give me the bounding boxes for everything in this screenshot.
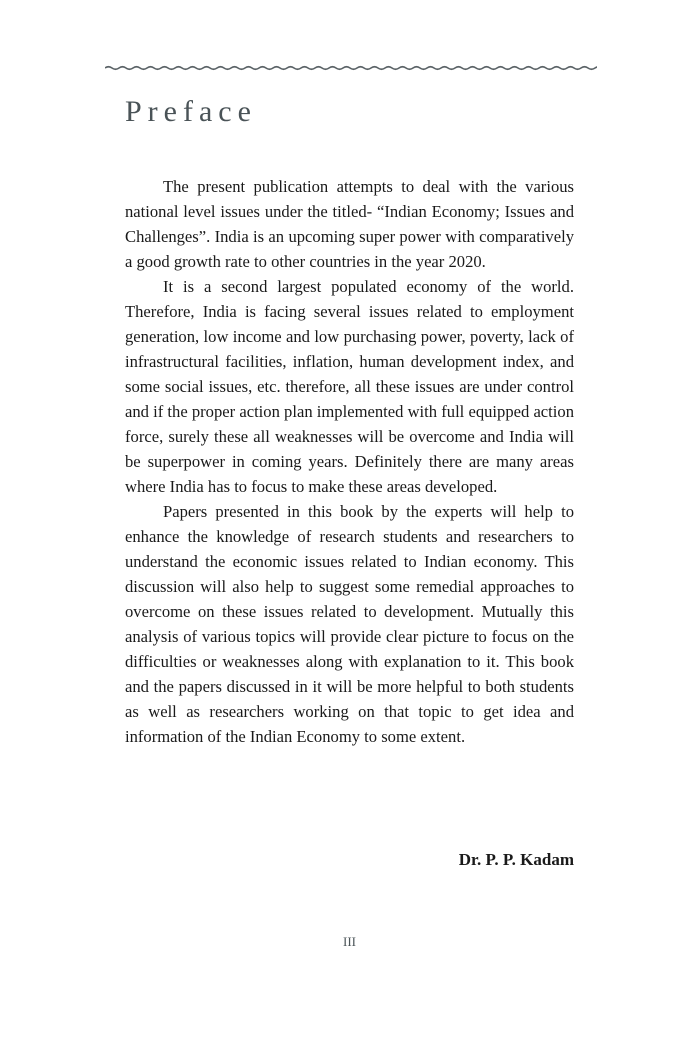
paragraph: It is a second largest populated economy of the world. Therefore, India is facing several issues related to employment generation, low income and low purchasing power, poverty, lack of infrastructural facilities, inflation, human development index, and some social issues, etc. therefore, all these issues are under control and if the proper action plan implemented with full equipped action force, surely these all weaknesses will be overcome and India will be superpower in coming years. Definitely there are many areas where India has to focus to make these areas developed.: [125, 277, 574, 496]
wavy-rule-ornament: [105, 62, 597, 74]
paragraph: The present publication attempts to deal with the various national level issues under the titled- “Indian Economy; Issues and Challenges”. India is an upcoming super power with comparatively a good growth rate to other countries in the year 2020.: [125, 177, 574, 271]
page-title: Preface: [125, 95, 257, 128]
page-number: III: [343, 934, 356, 949]
author-signature: Dr. P. P. Kadam: [458, 850, 574, 869]
paragraph: Papers presented in this book by the experts will help to enhance the knowledge of research students and researchers to understand the economic issues related to Indian economy. This discussion will also help to suggest some remedial approaches to overcome on these issues related to development. Mutually this analysis of various topics will provide clear picture to focus on the difficulties or weaknesses along with explanation to it. This book and the papers discussed in it will be more helpful to both students as well as researchers working on that topic to get idea and information of the Indian Economy to some extent.: [125, 502, 574, 746]
preface-body: [125, 174, 574, 749]
